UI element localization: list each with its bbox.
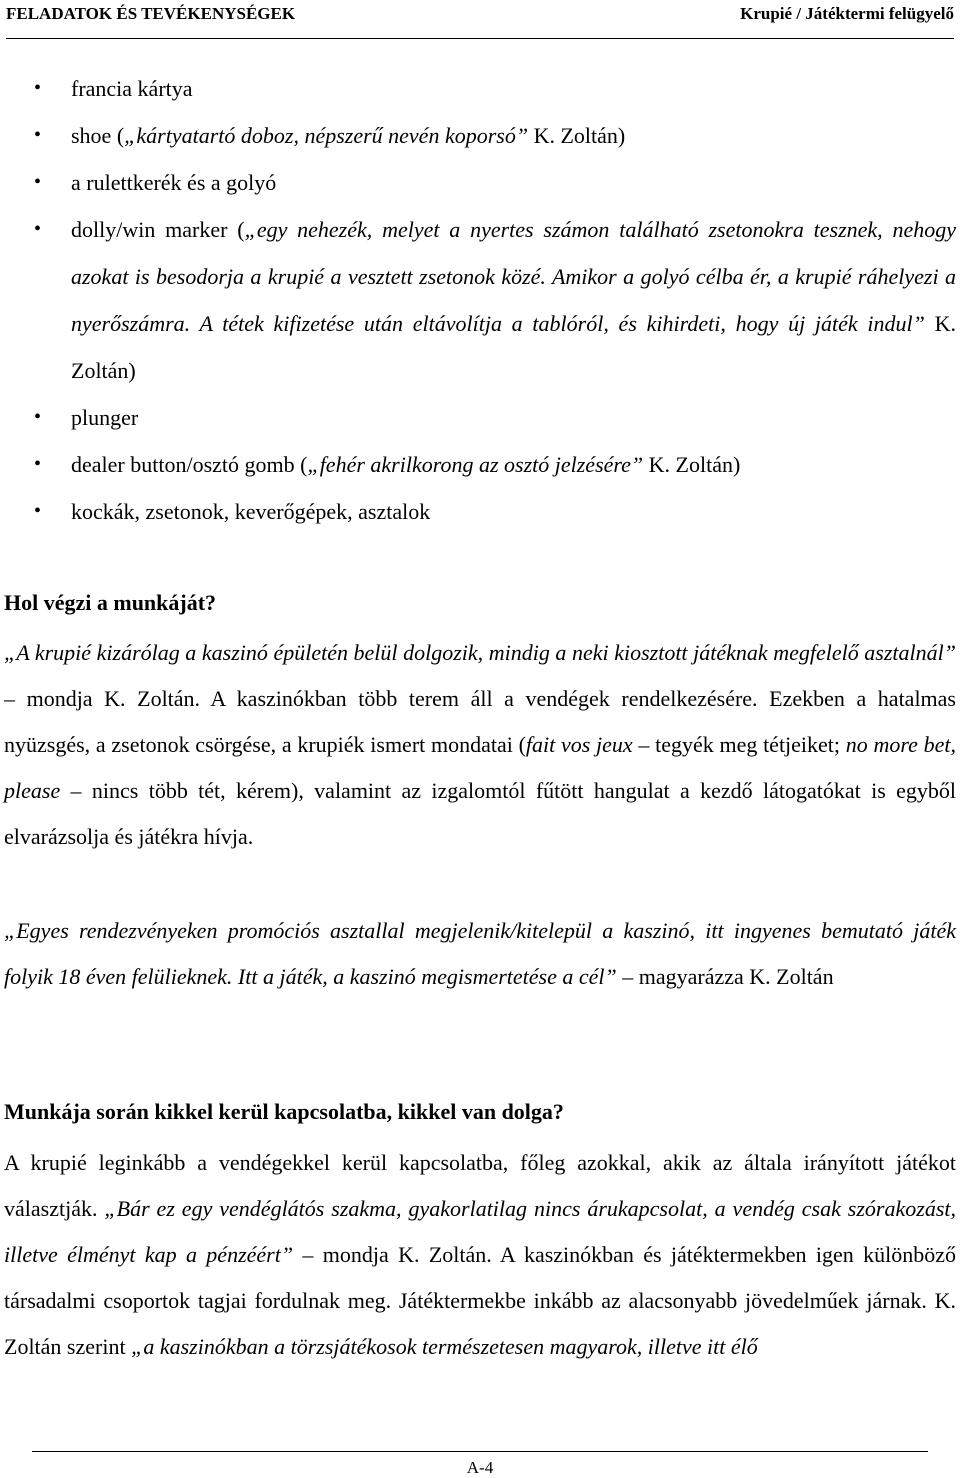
- bullet-attribution: K. Zoltán): [528, 123, 626, 148]
- bullet-text: plunger: [71, 405, 139, 430]
- bullet-attribution: K. Zoltán): [71, 311, 956, 383]
- workplace-paragraph-2: [4, 908, 956, 1000]
- contacts-paragraph: [4, 1140, 956, 1370]
- bullet-item: [0, 206, 960, 394]
- equipment-bullet-list: [0, 65, 960, 535]
- bullet-item: [0, 394, 960, 441]
- bullet-quote: „fehér akrilkorong az osztó jelzésére”: [307, 452, 644, 477]
- section-heading-workplace: Hol végzi a munkáját?: [4, 590, 217, 615]
- footer-divider: [32, 1451, 928, 1452]
- workplace-paragraph-1: [4, 630, 956, 860]
- quote: fait vos jeux: [525, 732, 633, 757]
- bullet-text: kockák, zsetonok, keverőgépek, asztalok: [71, 499, 431, 524]
- bullet-attribution: K. Zoltán): [643, 452, 741, 477]
- bullet-item: [0, 112, 960, 159]
- bullet-text: a rulettkerék és a golyó: [71, 170, 277, 195]
- paragraph-text: – mondja K. Zoltán. A kaszinókban több terem áll a vendégek rendelkezésére. Ezekben a hatalmas nyüzsgés, a zsetonok csörgése, a krupiék ismert mondatai (: [4, 686, 956, 757]
- quote: „a kaszinókban a törzsjátékosok természetesen magyarok, illetve itt élő: [131, 1334, 758, 1359]
- section-heading-contacts: Munkája során kikkel kerül kapcsolatba, kikkel van dolga?: [4, 1099, 564, 1124]
- page-header: [6, 0, 954, 39]
- quote: no more bet, please: [4, 732, 956, 803]
- header-section-title: FELADATOK ÉS TEVÉKENYSÉGEK: [6, 4, 296, 23]
- page-number: A-4: [466, 1458, 494, 1477]
- bullet-item: [0, 488, 960, 535]
- quote: „A krupié kizárólag a kaszinó épületén belül dolgozik, mindig a neki kiosztott játéknak megfelelő asztalnál”: [4, 640, 956, 665]
- paragraph-text: – magyarázza K. Zoltán: [616, 964, 834, 989]
- bullet-item: [0, 159, 960, 206]
- paragraph-text: – mondja K. Zoltán. A kaszinókban és játéktermekben igen különböző társadalmi csoportok tagjai fordulnak meg. Játéktermekbe inkább az alacsonyabb jövedelműek járnak. K. Zoltán szerint: [4, 1242, 956, 1359]
- paragraph-text: – nincs több tét, kérem), valamint az izgalomtól fűtött hangulat a kezdő látogatókat is egyből elvarázsolja és játékra hívja.: [4, 778, 956, 849]
- quote: „Bár ez egy vendéglátós szakma, gyakorlatilag nincs árukapcsolat, a vendég csak szórakozást, illetve élményt kap a pénzéért”: [4, 1196, 956, 1267]
- bullet-text: dolly/win marker (: [71, 217, 245, 242]
- bullet-text: francia kártya: [71, 76, 193, 101]
- bullet-item: [0, 65, 960, 112]
- paragraph-text: – tegyék meg tétjeiket;: [632, 732, 846, 757]
- paragraph-text: A krupié leginkább a vendégekkel kerül kapcsolatba, főleg azokkal, akik az általa irányított játékot választják.: [4, 1150, 956, 1221]
- bullet-quote: „kártyatartó doboz, népszerű nevén koporsó”: [124, 123, 529, 148]
- bullet-text: shoe (: [71, 123, 125, 148]
- quote: „Egyes rendezvényeken promóciós asztallal megjelenik/kitelepül a kaszinó, itt ingyenes bemutató játék folyik 18 éven felülieknek. Itt a játék, a kaszinó megismertetése a cél”: [4, 918, 956, 989]
- bullet-item: [0, 441, 960, 488]
- header-occupation-title: Krupié / Játéktermi felügyelő: [740, 4, 954, 23]
- bullet-quote: „egy nehezék, melyet a nyertes számon található zsetonokra tesznek, nehogy azokat is besodorja a krupié a vesztett zsetonok közé. Amikor a golyó célba ér, a krupié ráhelyezi a nyerőszámra. A tétek kifizetése után eltávolítja a tablóról, és kihirdeti, hogy új játék indul”: [71, 217, 956, 336]
- bullet-text: dealer button/osztó gomb (: [71, 452, 308, 477]
